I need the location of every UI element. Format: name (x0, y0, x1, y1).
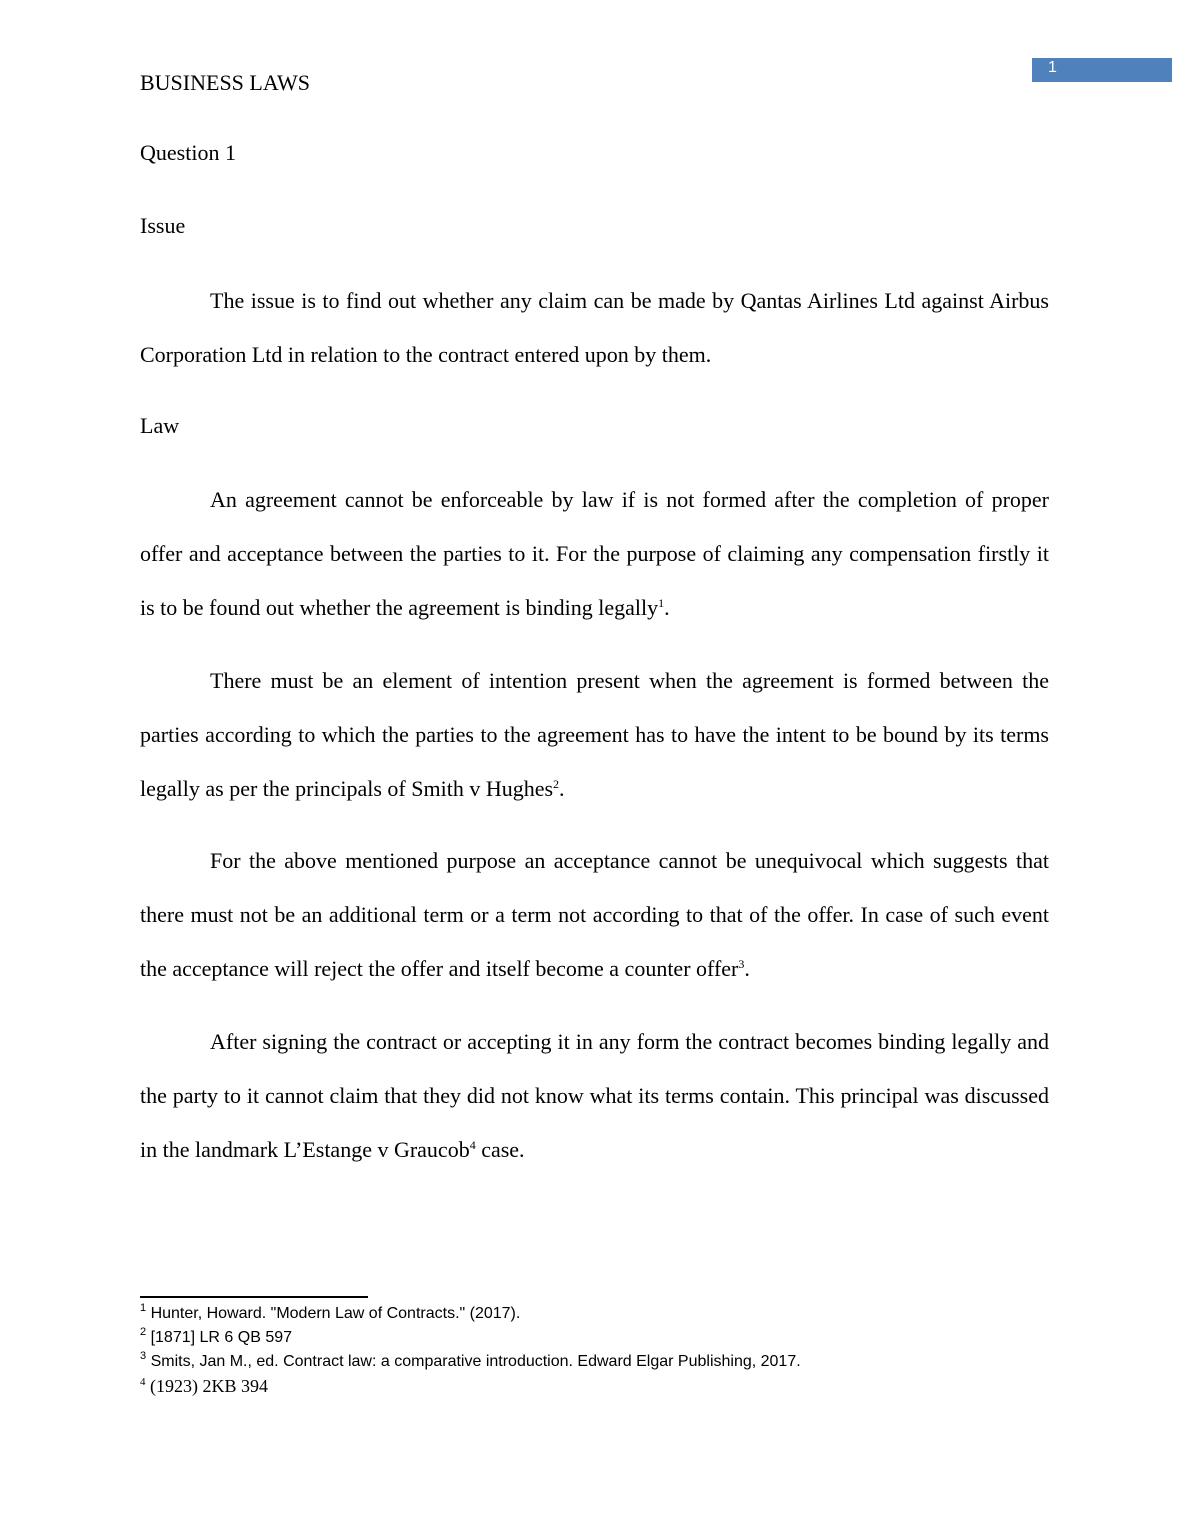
footnote-number: 1 (140, 1302, 147, 1314)
footnote-separator (140, 1296, 368, 1298)
issue-paragraph: The issue is to find out whether any claim can be made by Qantas Airlines Ltd against Airbus Corporation Ltd in relation to the contract entered upon by them. (140, 288, 1049, 367)
issue-heading: Issue (140, 213, 186, 238)
law-paragraph-2-text: There must be an element of intention present when the agreement is formed between the parties according to which the parties to the agreement has to have the intent to be bound by its terms legally as per the principals of Smith v Hughes (140, 668, 1049, 801)
law-paragraph-1 (140, 473, 1049, 635)
law-paragraph-1-tail: . (664, 595, 670, 620)
law-paragraph-3-text: For the above mentioned purpose an acceptance cannot be unequivocal which suggests that there must not be an additional term or a term not according to that of the offer. In case of such event the acceptance will reject the offer and itself become a counter offer (140, 848, 1049, 981)
footnote-ref-1[interactable]: 1 (658, 596, 665, 610)
footnote-ref-2[interactable]: 2 (553, 777, 560, 791)
page-number-badge (1032, 58, 1172, 82)
law-paragraph-3-tail: . (744, 956, 750, 981)
law-paragraph-2-tail: . (559, 776, 565, 801)
footnote-text: (1923) 2KB 394 (150, 1376, 268, 1396)
law-paragraph-1-text: An agreement cannot be enforceable by law if is not formed after the completion of proper offer and acceptance between the parties to it. For the purpose of claiming any compensation firstly it is to be found out whether the agreement is binding legally (140, 487, 1049, 620)
law-paragraph-4-tail: case. (475, 1137, 525, 1162)
footnote-4 (140, 1374, 801, 1398)
law-heading: Law (140, 413, 180, 438)
footnote-3 (140, 1350, 801, 1374)
footnote-number: 4 (140, 1376, 146, 1388)
footnote-1 (140, 1302, 801, 1326)
law-paragraph-2 (140, 654, 1049, 816)
law-paragraph-4 (140, 1015, 1049, 1177)
footnote-number: 3 (140, 1350, 147, 1362)
page-number: 1 (1048, 59, 1057, 76)
footnote-number: 2 (140, 1326, 147, 1338)
footnote-text: Smits, Jan M., ed. Contract law: a comparative introduction. Edward Elgar Publishing, 2017. (150, 1353, 801, 1370)
running-head: BUSINESS LAWS (140, 70, 310, 95)
footnote-2 (140, 1326, 801, 1350)
law-paragraph-3 (140, 834, 1049, 996)
footnotes (140, 1302, 801, 1398)
question-title: Question 1 (140, 140, 236, 165)
footnote-text: [1871] LR 6 QB 597 (150, 1329, 293, 1346)
footnote-ref-3[interactable]: 3 (738, 957, 745, 971)
footnote-text: Hunter, Howard. "Modern Law of Contracts." (2017). (150, 1305, 521, 1322)
footnote-ref-4[interactable]: 4 (469, 1138, 476, 1152)
law-paragraph-4-text: After signing the contract or accepting it in any form the contract becomes binding legally and the party to it cannot claim that they did not know what its terms contain. This principal was discussed in the landmark L’Estange v Graucob (140, 1029, 1049, 1162)
